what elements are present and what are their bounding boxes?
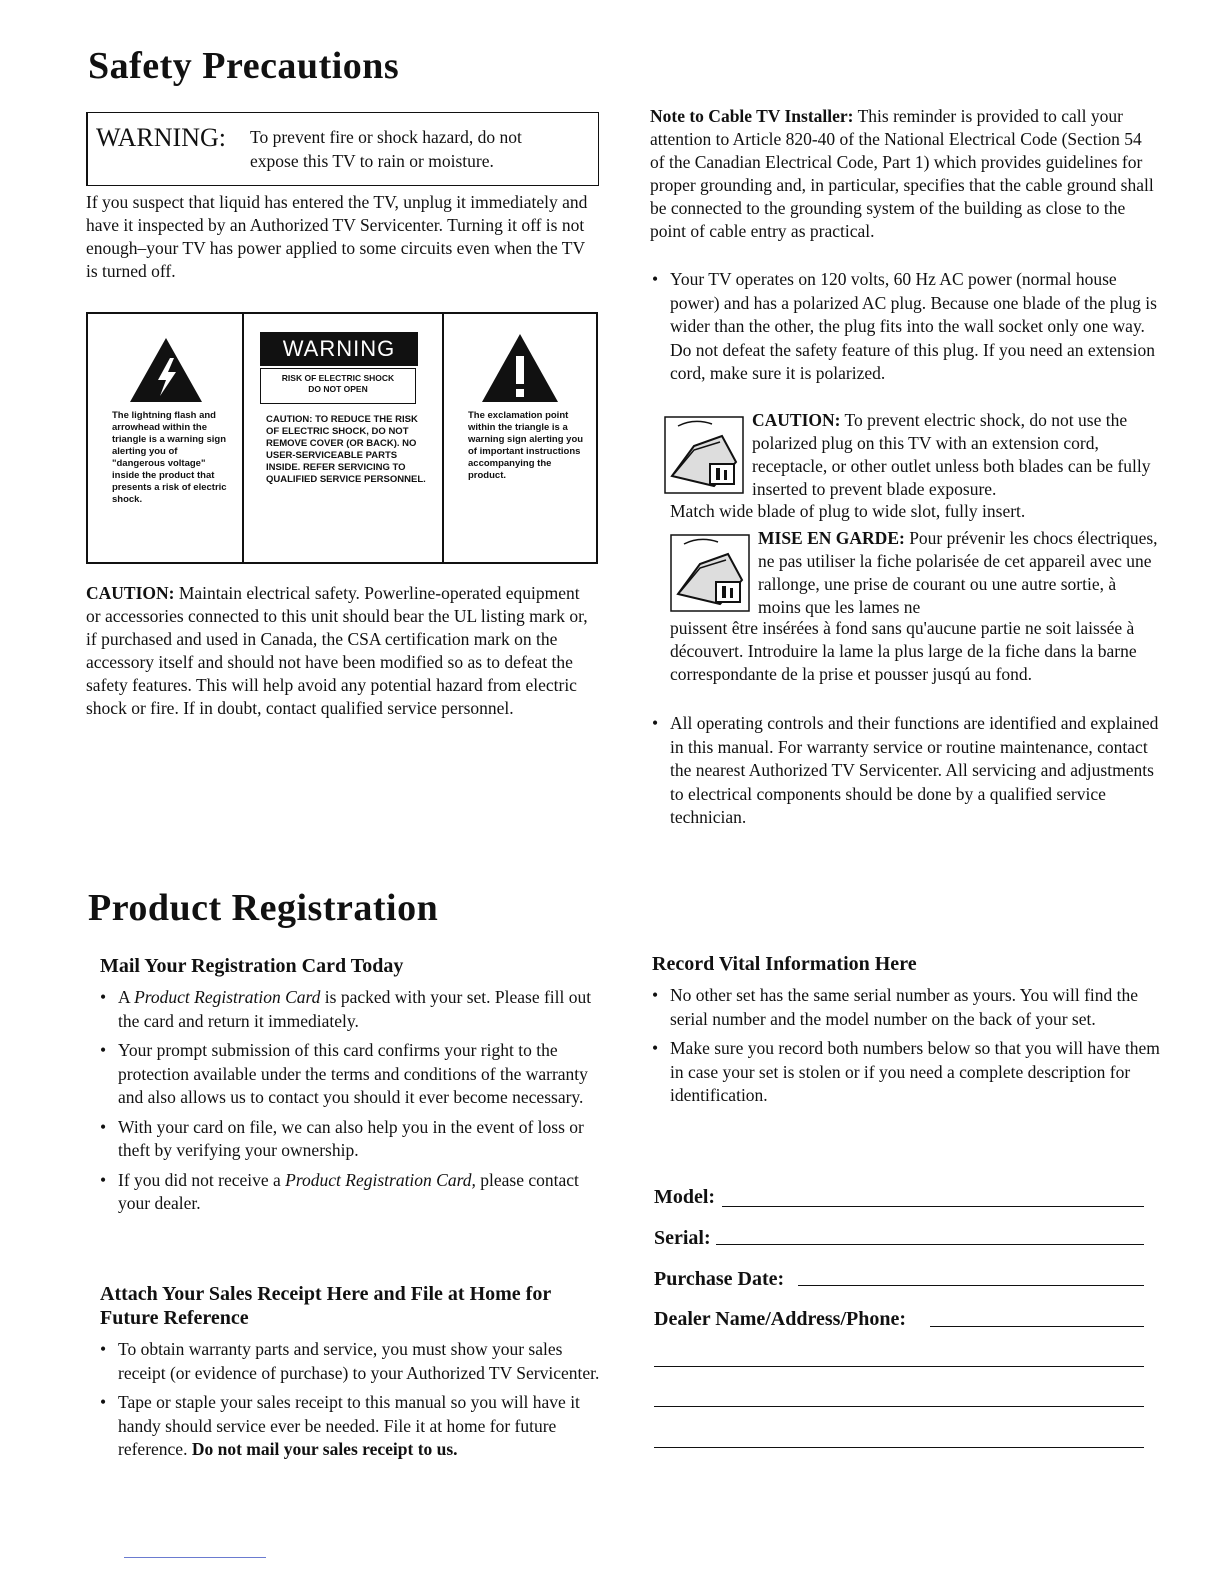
- warning-symbols-panel: [86, 312, 598, 564]
- lightning-description: The lightning flash and arrowhead within the triangle is a warning sign alerting you of "dangerous voltage" inside the product that presents a risk of electric shock.: [112, 410, 227, 505]
- list-item: • If you did not receive a Product Registration Card, please contact your dealer.: [100, 1169, 579, 1213]
- controls-bullet: • All operating controls and their functions are identified and explained in this manual. For warranty service or routine maintenance, contact the nearest Authorized TV Servicenter. All servicing and adjustments to electrical components should be done by a qualified service technician.: [652, 713, 1159, 827]
- list-item: • Make sure you record both numbers below so that you will have them in case your set is stolen or if you need a complete description for identification.: [652, 1038, 1160, 1105]
- plug-caution-text: To prevent electric shock, do not use the polarized plug on this TV with an extension cord, receptacle, or other outlet unless both blades can be fully inserted to prevent blade exposure.: [752, 410, 1151, 499]
- electrical-caution-paragraph: [86, 582, 598, 720]
- list-item: • With your card on file, we can also help you in the event of loss or theft by verifying your ownership.: [100, 1116, 584, 1160]
- list-item: • No other set has the same serial number as yours. You will find the serial number and the model number on the back of your set.: [652, 985, 1139, 1029]
- dealer-field-line-3[interactable]: [654, 1406, 1144, 1407]
- registration-title: Product Registration: [88, 887, 439, 929]
- power-bullet-text: Your TV operates on 120 volts, 60 Hz AC power (normal house power) and has a polarized AC plug. Because one blade of the plug is wider than the other, the plug fits into the wall socket only one way. Do not defeat the safety feature of this plug. If you need an extension cord, make sure it is polarized.: [670, 269, 1157, 383]
- mail-card-heading: Mail Your Registration Card Today: [100, 955, 404, 977]
- serial-label: Serial:: [654, 1227, 711, 1249]
- receipt-list: [98, 1338, 614, 1468]
- exclamation-triangle-icon: [480, 332, 560, 404]
- warning-sticker-label: WARNING: [260, 332, 418, 366]
- exclamation-description: The exclamation point within the triangle is a warning sign alerting you of important instructions accompanying the product.: [468, 410, 584, 481]
- record-info-list: [650, 984, 1166, 1114]
- plug-caution-label: CAUTION:: [752, 410, 841, 430]
- cable-installer-text: This reminder is provided to call your attention to Article 820-40 of the National Electrical Code (Section 54 of the Canadian Electrical Code, Part 1) which provides guidelines for proper grounding and, in particular, specifies that the cable ground shall be connected to the grounding system of the building as close to the point of cable entry as practical.: [650, 106, 1154, 241]
- mise-en-garde-paragraph: [758, 527, 1162, 619]
- warning-line-1: To prevent fire or shock hazard, do not: [250, 127, 522, 147]
- warning-label: WARNING:: [96, 123, 226, 152]
- purchase-date-label: Purchase Date:: [654, 1268, 785, 1290]
- page-edge-mark: [124, 1557, 266, 1558]
- power-bullet: • Your TV operates on 120 volts, 60 Hz AC power (normal house power) and has a polarized AC plug. Because one blade of the plug is wider than the other, the plug fits into the wall socket only one way. Do not defeat the safety feature of this plug. If you need an extension cord, make sure it is polarized.: [652, 269, 1157, 383]
- serial-field[interactable]: [716, 1244, 1144, 1245]
- polarized-plug-icon: [664, 416, 744, 494]
- plug-caution-paragraph: [752, 409, 1162, 501]
- mise-en-garde-label: MISE EN GARDE:: [758, 528, 905, 548]
- record-info-heading: Record Vital Information Here: [652, 953, 917, 975]
- model-field[interactable]: [722, 1206, 1144, 1207]
- mail-card-list: [98, 986, 608, 1222]
- risk-line-1: RISK OF ELECTRIC SHOCK: [281, 373, 395, 383]
- cable-installer-note: [650, 105, 1160, 243]
- list-item: • Tape or staple your sales receipt to this manual so you will have it handy should service ever be needed. File it at home for future reference. Do not mail your sales receipt to us.: [100, 1392, 580, 1459]
- list-item: • To obtain warranty parts and service, you must show your sales receipt (or evidence of purchase) to your Authorized TV Servicenter.: [100, 1339, 600, 1383]
- dealer-field-line-4[interactable]: [654, 1447, 1144, 1448]
- plug-caution-tail: Match wide blade of plug to wide slot, fully insert.: [670, 501, 1026, 521]
- warning-box: [86, 112, 599, 186]
- polarized-plug-icon-fr: [670, 534, 750, 612]
- purchase-date-field[interactable]: [798, 1285, 1144, 1286]
- mise-en-garde-text: Pour prévenir les chocs électriques, ne pas utiliser la fiche polarisée de cet appareil avec une rallonge, une prise de courant ou une autre sortie, à moins que les lames ne: [758, 528, 1158, 617]
- warning-line-2: expose this TV to rain or moisture.: [250, 151, 494, 171]
- cover-caution-text: CAUTION: TO REDUCE THE RISK OF ELECTRIC SHOCK, DO NOT REMOVE COVER (OR BACK). NO USER-SERVICEABLE PARTS INSIDE. REFER SERVICING TO QUALIFIED SERVICE PERSONNEL.: [266, 414, 426, 485]
- list-item: • A Product Registration Card is packed with your set. Please fill out the card and return it immediately.: [100, 987, 592, 1031]
- receipt-heading: Attach Your Sales Receipt Here and File at Home for Future Reference: [100, 1283, 551, 1329]
- dealer-field[interactable]: [930, 1326, 1144, 1327]
- dealer-field-line-2[interactable]: [654, 1366, 1144, 1367]
- safety-title: Safety Precautions: [88, 45, 400, 87]
- risk-of-shock-box: [260, 368, 416, 404]
- mise-en-garde-tail: puissent être insérées à fond sans qu'aucune partie ne soit laissée à découvert. Introduire la lame la plus large de la fiche dans la barne correspondante de la prise et pousser jusqú au fond.: [670, 618, 1137, 684]
- dealer-label: Dealer Name/Address/Phone:: [654, 1308, 907, 1330]
- cable-installer-label: Note to Cable TV Installer:: [650, 106, 854, 126]
- model-label: Model:: [654, 1186, 716, 1208]
- controls-bullet-text: All operating controls and their functions are identified and explained in this manual. For warranty service or routine maintenance, contact the nearest Authorized TV Servicenter. All servicing and adjustments to electrical components should be done by a qualified service technician.: [670, 713, 1159, 827]
- liquid-paragraph: If you suspect that liquid has entered the TV, unplug it immediately and have it inspected by an Authorized TV Servicenter. Turning it off is not enough–your TV has power applied to some circuits even when the TV is turned off.: [86, 192, 588, 281]
- electrical-caution-label: CAUTION:: [86, 583, 175, 603]
- lightning-triangle-icon: [128, 336, 204, 404]
- list-item: • Your prompt submission of this card confirms your right to the protection available under the terms and conditions of the warranty and also allows us to contact you should it ever become necessary.: [100, 1040, 588, 1107]
- electrical-caution-text: Maintain electrical safety. Powerline-operated equipment or accessories connected to this unit should bear the UL listing mark or, if purchased and used in Canada, the CSA certification mark on the accessory itself and should not have been modified so as to defeat the safety features. This will help avoid any potential hazard from electric shock or fire. If in doubt, contact qualified service personnel.: [86, 583, 588, 718]
- risk-line-2: DO NOT OPEN: [308, 384, 368, 394]
